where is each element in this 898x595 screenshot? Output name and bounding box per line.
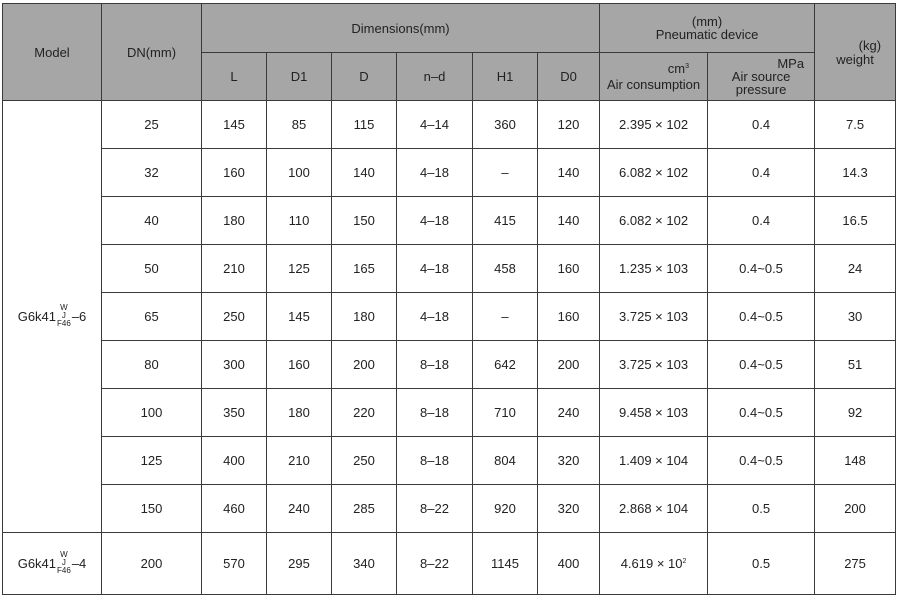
air-base: 4.619 × 10	[620, 556, 683, 571]
cell-h1: 458	[473, 245, 538, 293]
cell-d1: 125	[267, 245, 332, 293]
cell-d0: 200	[538, 341, 600, 389]
cell-weight: 16.5	[815, 197, 896, 245]
cell-d: 140	[332, 149, 397, 197]
cell-d0: 160	[538, 245, 600, 293]
cell-air: 2.868 × 104	[600, 485, 708, 533]
cell-d: 220	[332, 389, 397, 437]
header-pneumatic-device	[600, 4, 815, 53]
cell-weight: 275	[815, 533, 896, 595]
cell-l: 400	[202, 437, 267, 485]
cell-d1: 85	[267, 101, 332, 149]
cell-d1: 295	[267, 533, 332, 595]
cell-l: 160	[202, 149, 267, 197]
cell-dn: 32	[102, 149, 202, 197]
cell-air: 1.409 × 104	[600, 437, 708, 485]
cell-d1: 210	[267, 437, 332, 485]
weight-label: weight	[836, 52, 874, 67]
cell-dn: 200	[102, 533, 202, 595]
table-row	[3, 389, 896, 437]
cell-dn: 65	[102, 293, 202, 341]
air-unit: cm	[667, 61, 686, 76]
cell-weight: 7.5	[815, 101, 896, 149]
cell-d1: 110	[267, 197, 332, 245]
model-prefix: G6k41	[17, 309, 57, 324]
model-variant-w: W	[60, 549, 68, 559]
cell-air	[600, 533, 708, 595]
model-variant-w: W	[60, 302, 68, 312]
cell-h1: –	[473, 149, 538, 197]
cell-l: 145	[202, 101, 267, 149]
cell-l: 460	[202, 485, 267, 533]
table-row	[3, 293, 896, 341]
cell-l: 300	[202, 341, 267, 389]
model-suffix: –4	[71, 556, 87, 571]
cell-d: 115	[332, 101, 397, 149]
table-row	[3, 341, 896, 389]
table-row	[3, 245, 896, 293]
cell-d0: 140	[538, 197, 600, 245]
table-row	[3, 149, 896, 197]
cell-d0: 320	[538, 437, 600, 485]
cell-pressure: 0.4	[708, 197, 815, 245]
model-variant-j: J	[61, 310, 66, 320]
pressure-label: pressure	[735, 82, 787, 97]
cell-nd: 4–14	[397, 101, 473, 149]
model-prefix: G6k41	[17, 556, 57, 571]
cell-dn: 40	[102, 197, 202, 245]
model-suffix: –6	[71, 309, 87, 324]
model-variant-j: J	[61, 557, 66, 567]
cell-d: 180	[332, 293, 397, 341]
cell-pressure: 0.4~0.5	[708, 437, 815, 485]
cell-d0: 140	[538, 149, 600, 197]
cell-nd: 4–18	[397, 149, 473, 197]
cell-l: 350	[202, 389, 267, 437]
cell-air: 6.082 × 102	[600, 149, 708, 197]
cell-weight: 92	[815, 389, 896, 437]
model-variant-f46: F46	[57, 318, 71, 328]
cell-d: 200	[332, 341, 397, 389]
mpa-unit: MPa	[777, 56, 805, 71]
header-col-d: D	[332, 53, 397, 101]
header-model: Model	[3, 4, 102, 101]
cell-air: 3.725 × 103	[600, 341, 708, 389]
cell-d: 150	[332, 197, 397, 245]
model-variants	[57, 304, 71, 328]
cell-pressure: 0.5	[708, 533, 815, 595]
cell-weight: 24	[815, 245, 896, 293]
cell-weight: 51	[815, 341, 896, 389]
cell-pressure: 0.4~0.5	[708, 245, 815, 293]
cell-dn: 25	[102, 101, 202, 149]
cell-nd: 4–18	[397, 293, 473, 341]
cell-pressure: 0.4~0.5	[708, 389, 815, 437]
header-dimensions: Dimensions(mm)	[202, 4, 600, 53]
air-unit-sup: 3	[685, 63, 690, 70]
cell-air: 1.235 × 103	[600, 245, 708, 293]
header-col-l: L	[202, 53, 267, 101]
cell-h1: 804	[473, 437, 538, 485]
air-exponent: 2	[682, 558, 687, 565]
cell-l: 210	[202, 245, 267, 293]
model-variant-f46: F46	[57, 565, 71, 575]
cell-d1: 100	[267, 149, 332, 197]
air-consumption-label: Air consumption	[606, 77, 701, 92]
cell-weight: 30	[815, 293, 896, 341]
cell-pressure: 0.5	[708, 485, 815, 533]
header-weight	[815, 4, 896, 101]
header-air-source-pressure	[708, 53, 815, 101]
air-source-label: Air source	[731, 69, 791, 84]
cell-air: 2.395 × 102	[600, 101, 708, 149]
table-row	[3, 533, 896, 595]
cell-l: 570	[202, 533, 267, 595]
cell-h1: 710	[473, 389, 538, 437]
cell-dn: 80	[102, 341, 202, 389]
cell-air: 3.725 × 103	[600, 293, 708, 341]
pneumatic-unit: (mm)	[691, 14, 723, 29]
table-row	[3, 485, 896, 533]
header-col-h1: H1	[473, 53, 538, 101]
cell-d0: 240	[538, 389, 600, 437]
weight-unit: (kg)	[858, 38, 882, 53]
pneumatic-label: Pneumatic device	[655, 27, 759, 42]
cell-d: 340	[332, 533, 397, 595]
header-dn: DN(mm)	[102, 4, 202, 101]
cell-d: 285	[332, 485, 397, 533]
cell-h1: 920	[473, 485, 538, 533]
cell-pressure: 0.4	[708, 101, 815, 149]
cell-d: 165	[332, 245, 397, 293]
cell-l: 250	[202, 293, 267, 341]
cell-d0: 120	[538, 101, 600, 149]
cell-weight: 200	[815, 485, 896, 533]
cell-pressure: 0.4~0.5	[708, 293, 815, 341]
cell-nd: 8–18	[397, 389, 473, 437]
cell-dn: 150	[102, 485, 202, 533]
cell-h1: 415	[473, 197, 538, 245]
cell-h1: 642	[473, 341, 538, 389]
model-variants	[57, 551, 71, 575]
cell-d0: 320	[538, 485, 600, 533]
table-row	[3, 197, 896, 245]
valve-spec-table	[2, 3, 896, 595]
model-cell-2	[3, 533, 102, 595]
cell-d1: 180	[267, 389, 332, 437]
cell-nd: 8–18	[397, 341, 473, 389]
cell-nd: 8–22	[397, 533, 473, 595]
cell-h1: 360	[473, 101, 538, 149]
cell-d0: 160	[538, 293, 600, 341]
cell-air: 6.082 × 102	[600, 197, 708, 245]
header-air-consumption	[600, 53, 708, 101]
cell-nd: 4–18	[397, 197, 473, 245]
cell-nd: 4–18	[397, 245, 473, 293]
header-col-d1: D1	[267, 53, 332, 101]
header-col-d0: D0	[538, 53, 600, 101]
cell-pressure: 0.4~0.5	[708, 341, 815, 389]
header-col-nd: n–d	[397, 53, 473, 101]
cell-pressure: 0.4	[708, 149, 815, 197]
cell-d1: 145	[267, 293, 332, 341]
cell-d1: 240	[267, 485, 332, 533]
table-row	[3, 437, 896, 485]
cell-dn: 50	[102, 245, 202, 293]
cell-dn: 125	[102, 437, 202, 485]
cell-d1: 160	[267, 341, 332, 389]
cell-air: 9.458 × 103	[600, 389, 708, 437]
cell-dn: 100	[102, 389, 202, 437]
cell-weight: 14.3	[815, 149, 896, 197]
cell-d0: 400	[538, 533, 600, 595]
cell-nd: 8–18	[397, 437, 473, 485]
cell-nd: 8–22	[397, 485, 473, 533]
cell-d: 250	[332, 437, 397, 485]
cell-h1: –	[473, 293, 538, 341]
cell-weight: 148	[815, 437, 896, 485]
model-cell-1	[3, 101, 102, 533]
table-row	[3, 101, 896, 149]
cell-l: 180	[202, 197, 267, 245]
cell-h1: 1145	[473, 533, 538, 595]
